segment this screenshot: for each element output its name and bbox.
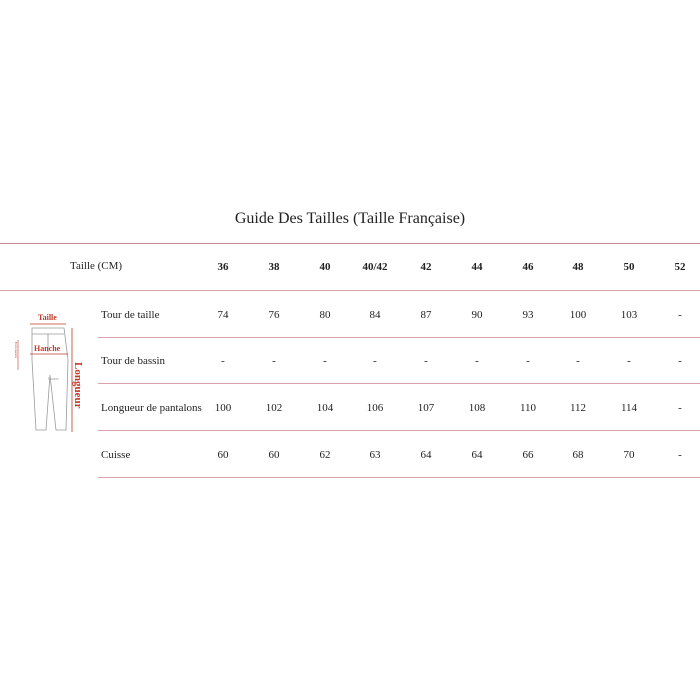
table-row — [0, 309, 700, 329]
header-divider — [0, 290, 700, 291]
table-cell: 60 — [217, 449, 229, 461]
table-cell: - — [323, 355, 327, 367]
row-divider — [98, 477, 700, 478]
table-cell: - — [678, 402, 682, 414]
table-cell: 110 — [519, 402, 537, 414]
table-cell: 60 — [268, 449, 280, 461]
table-cell: 63 — [369, 449, 381, 461]
length-figure-label: Longueur — [72, 362, 84, 409]
size-38: 38 — [268, 261, 280, 273]
row-label: Tour de taille — [101, 309, 160, 321]
table-cell: 102 — [265, 402, 283, 414]
row-label: Cuisse — [101, 449, 131, 461]
size-52: 52 — [674, 261, 686, 273]
size-36: 36 — [217, 261, 229, 273]
table-cell: 76 — [268, 309, 280, 321]
waist-figure-label: Taille — [38, 313, 57, 322]
row-divider — [98, 383, 700, 384]
table-cell: 70 — [623, 449, 635, 461]
table-cell: - — [576, 355, 580, 367]
title-divider — [0, 243, 700, 244]
table-cell: 114 — [620, 402, 638, 414]
size-40: 40 — [319, 261, 331, 273]
table-cell: 107 — [417, 402, 435, 414]
table-cell: - — [627, 355, 631, 367]
size-header-row — [0, 258, 700, 278]
length-measure — [72, 328, 84, 432]
table-cell: - — [373, 355, 377, 367]
table-row — [0, 449, 700, 469]
table-cell: - — [678, 449, 682, 461]
table-cell: - — [678, 355, 682, 367]
side-figure-label: Entrejambe — [14, 342, 18, 359]
table-cell: 93 — [522, 309, 534, 321]
table-cell: 66 — [522, 449, 534, 461]
size-48: 48 — [572, 261, 584, 273]
row-divider — [98, 430, 700, 431]
size-44: 44 — [471, 261, 483, 273]
table-cell: - — [272, 355, 276, 367]
table-cell: 68 — [572, 449, 584, 461]
table-cell: 64 — [420, 449, 432, 461]
trousers-measurement-figure — [10, 300, 90, 450]
size-40-42: 40/42 — [362, 261, 388, 273]
table-cell: 74 — [217, 309, 229, 321]
waist-measure — [30, 313, 66, 324]
table-cell: 80 — [319, 309, 331, 321]
table-cell: 87 — [420, 309, 432, 321]
table-cell: - — [475, 355, 479, 367]
table-cell: 100 — [569, 309, 587, 321]
table-cell: - — [221, 355, 225, 367]
table-cell: 64 — [471, 449, 483, 461]
thigh-figure-label: Cuisse — [48, 376, 59, 381]
table-cell: 84 — [369, 309, 381, 321]
table-cell: - — [678, 309, 682, 321]
table-cell: - — [526, 355, 530, 367]
table-row — [0, 402, 700, 422]
hip-measure — [30, 344, 68, 354]
page-title: Guide Des Tailles (Taille Française) — [234, 210, 466, 227]
row-label: Tour de bassin — [101, 355, 165, 367]
table-cell: 62 — [319, 449, 331, 461]
size-46: 46 — [522, 261, 534, 273]
table-cell: 103 — [620, 309, 638, 321]
size-50: 50 — [623, 261, 635, 273]
row-divider — [98, 337, 700, 338]
table-row — [0, 355, 700, 375]
table-cell: 106 — [366, 402, 384, 414]
size-header-label: Taille (CM) — [70, 260, 123, 272]
table-cell: 108 — [468, 402, 486, 414]
side-measure — [14, 340, 18, 370]
hip-figure-label: Hanche — [34, 344, 61, 353]
row-label: Longueur de pantalons — [101, 402, 202, 414]
table-cell: 104 — [316, 402, 334, 414]
table-cell: 100 — [214, 402, 232, 414]
size-42: 42 — [420, 261, 432, 273]
table-cell: 112 — [569, 402, 587, 414]
table-cell: - — [424, 355, 428, 367]
table-cell: 90 — [471, 309, 483, 321]
